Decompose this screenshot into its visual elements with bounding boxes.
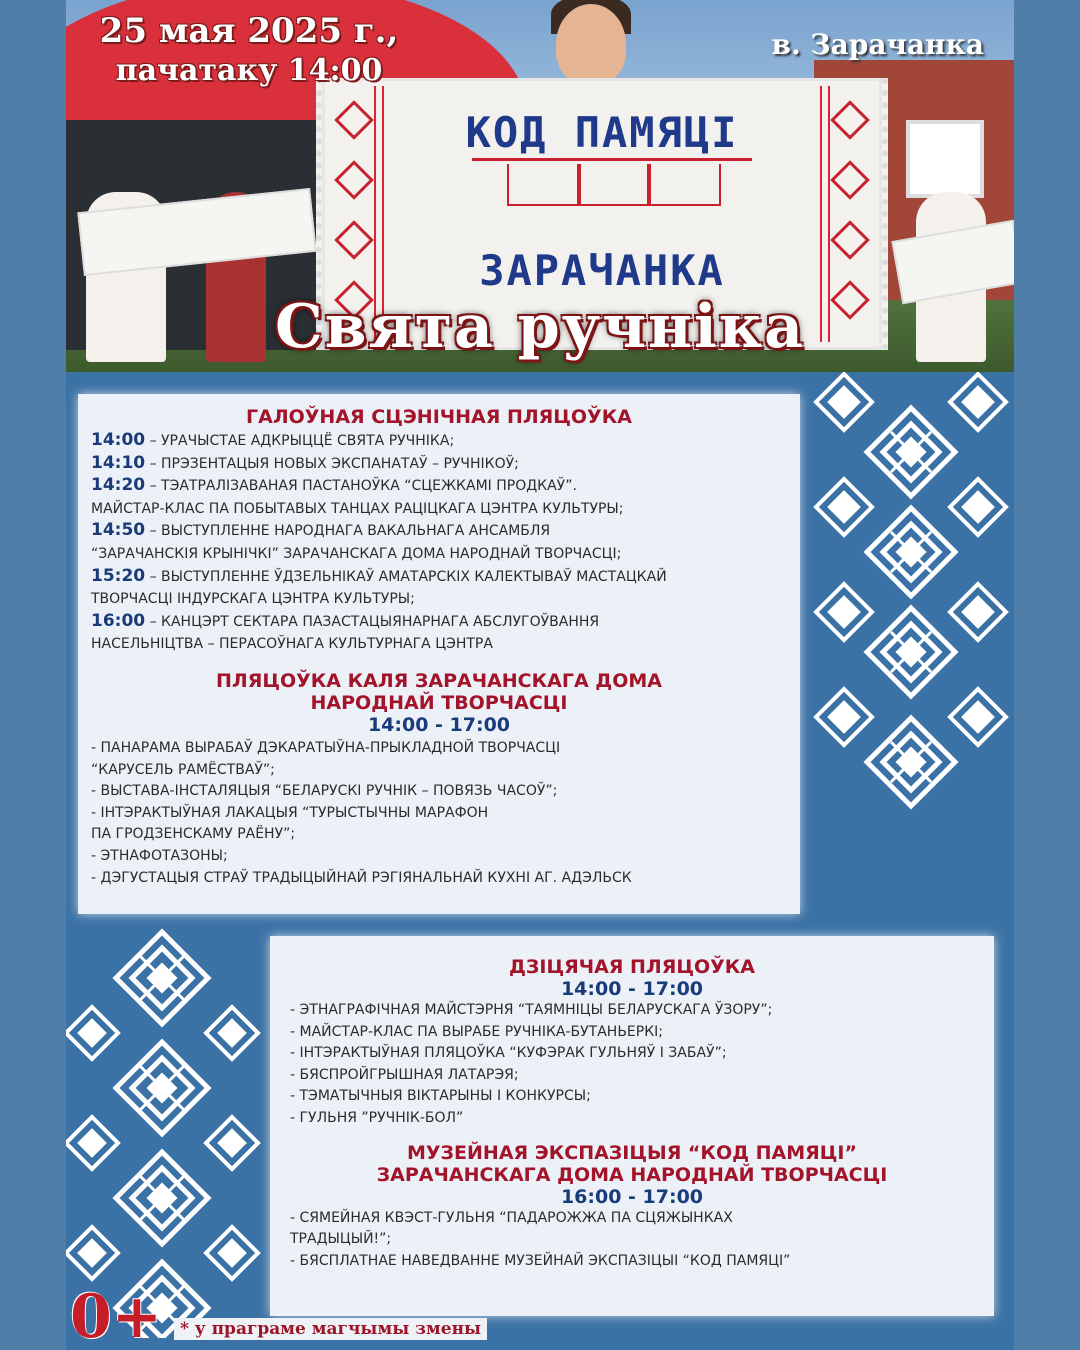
towel-underline xyxy=(472,158,752,161)
schedule-item: 14:00 – УРАЧЫСТАЕ АДКРЫЦЦЁ СВЯТА РУЧНІКА; xyxy=(91,430,455,450)
house-area-time: 14:00 - 17:00 xyxy=(367,713,511,736)
list-item: - ІНТЭРАКТЫЎНАЯ ЛАКАЦЫЯ “ТУРЫСТЫЧНЫ МАРАФОН xyxy=(91,804,489,821)
list-item: - ГУЛЬНЯ ”РУЧНІК-БОЛ” xyxy=(290,1109,464,1126)
list-item: - МАЙСТАР-КЛАС ПА ВЫРАБЕ РУЧНІКА-БУТАНЬЕРКІ; xyxy=(290,1023,663,1040)
kids-area-list xyxy=(270,1000,994,1130)
list-item: - ПАНАРАМА ВЫРАБАЎ ДЭКАРАТЫЎНА-ПРЫКЛАДНОЙ ТВОРЧАСЦІ xyxy=(91,739,561,756)
list-item: - БЯСПРОЙГРЫШНАЯ ЛАТАРЭЯ; xyxy=(290,1066,519,1083)
towel-title-1: КОД ПАМЯЦІ xyxy=(465,108,739,157)
museum-title-1: МУЗЕЙНАЯ ЭКСПАЗІЦЫЯ “КОД ПАМЯЦІ” xyxy=(407,1141,857,1164)
schedule-item: 14:10 – ПРЭЗЕНТАЦЫЯ НОВЫХ ЭКСПАНАТАЎ – РУЧНІКОЎ; xyxy=(91,452,519,473)
poster xyxy=(66,0,1014,1350)
header-photo xyxy=(66,0,1014,372)
schedule-item: 16:00 – КАНЦЭРТ СЕКТАРА ПАЗАСТАЦЫЯНАРНАГА АБСЛУГОЎВАННЯ xyxy=(91,610,600,631)
list-item: ТРАДЫЦЫЙ!”; xyxy=(290,1231,392,1248)
village-name: в. Зарачанка xyxy=(771,28,984,61)
house-area-title-1: ПЛЯЦОЎКА КАЛЯ ЗАРАЧАНСКАГА ДОМА xyxy=(216,669,662,692)
schedule-item: НАСЕЛЬНІЦТВА – ПЕРАСОЎНАГА КУЛЬТУРНАГА ЦЭНТРА xyxy=(91,636,493,653)
list-item: - ІНТЭРАКТЫЎНАЯ ПЛЯЦОЎКА “КУФЭРАК ГУЛЬНЯЎ І ЗАБАЎ”; xyxy=(290,1045,727,1062)
program-panel-2 xyxy=(270,936,994,1316)
ornament-right-icon xyxy=(808,372,1014,852)
list-item: - ТЭМАТЫЧНЫЯ ВІКТАРЫНЫ І КОНКУРСЫ; xyxy=(290,1088,591,1105)
embroidery xyxy=(647,164,721,206)
schedule-item: МАЙСТАР-КЛАС ПА ПОБЫТАВЫХ ТАНЦАХ РАЦІЦКАГА ЦЭНТРА КУЛЬТУРЫ; xyxy=(91,500,624,517)
towel-title-2: ЗАРАЧАНКА xyxy=(479,246,725,295)
embroidery xyxy=(507,164,581,206)
list-item: - ЭТНАГРАФІЧНАЯ МАЙСТЭРНЯ “ТАЯМНІЦЫ БЕЛАРУСКАГА ЎЗОРУ”; xyxy=(290,1002,773,1018)
program-note: * у праграме магчымы змены xyxy=(174,1318,487,1340)
list-item: - СЯМЕЙНАЯ КВЭСТ-ГУЛЬНЯ “ПАДАРОЖЖА ПА СЦЯЖЫНКАХ xyxy=(290,1209,733,1226)
festival-title: Свята ручніка xyxy=(275,292,805,362)
house-area-list xyxy=(78,738,800,889)
schedule-item: “ЗАРАЧАНСКІЯ КРЫНІЧКІ” ЗАРАЧАНСКАГА ДОМА НАРОДНАЙ ТВОРЧАСЦІ; xyxy=(91,545,622,562)
event-date: 25 мая 2025 г., xyxy=(99,11,399,51)
woman-face xyxy=(556,4,626,84)
event-start: пачатаку 14:00 xyxy=(115,53,383,88)
museum-time: 16:00 - 17:00 xyxy=(560,1185,704,1208)
ornament-left-icon xyxy=(66,918,266,1338)
schedule-item: ТВОРЧАСЦІ ІНДУРСКАГА ЦЭНТРА КУЛЬТУРЫ; xyxy=(91,591,415,608)
schedule-item: 14:20 – ТЭАТРАЛІЗАВАНАЯ ПАСТАНОЎКА “СЦЕЖКАМІ ПРОДКАЎ”. xyxy=(91,475,577,496)
house-area-title-2: НАРОДНАЙ ТВОРЧАСЦІ xyxy=(310,691,568,714)
list-item: - ДЭГУСТАЦЫЯ СТРАЎ ТРАДЫЦЫЙНАЙ РЭГІЯНАЛЬНАЙ КУХНІ АГ. АДЭЛЬСК xyxy=(91,869,632,886)
date-block xyxy=(84,10,414,90)
main-stage-title: ГАЛОЎНАЯ СЦЭНІЧНАЯ ПЛЯЦОЎКА xyxy=(246,406,632,428)
list-item: - ЭТНАФОТАЗОНЫ; xyxy=(91,847,228,864)
schedule-item: 15:20 – ВЫСТУПЛЕННЕ ЎДЗЕЛЬНІКАЎ АМАТАРСКІХ КАЛЕКТЫВАЎ МАСТАЦКАЙ xyxy=(91,565,667,586)
age-rating: 0+ xyxy=(70,1282,163,1350)
museum-title-2: ЗАРАЧАНСКАГА ДОМА НАРОДНАЙ ТВОРЧАСЦІ xyxy=(376,1163,888,1186)
embroidery xyxy=(577,164,651,206)
list-item: - БЯСПЛАТНАЕ НАВЕДВАННЕ МУЗЕЙНАЙ ЭКСПАЗІЦЫІ “КОД ПАМЯЦІ” xyxy=(290,1252,791,1269)
list-item: ПА ГРОДЗЕНСКАМУ РАЁНУ”; xyxy=(91,826,296,843)
kids-area-title: ДЗІЦЯЧАЯ ПЛЯЦОЎКА xyxy=(508,956,756,978)
list-item: - ВЫСТАВА-ІНСТАЛЯЦЫЯ “БЕЛАРУСКІ РУЧНІК – ПОВЯЗЬ ЧАСОЎ”; xyxy=(91,783,558,800)
schedule-item: 14:50 – ВЫСТУПЛЕННЕ НАРОДНАГА ВАКАЛЬНАГА АНСАМБЛЯ xyxy=(91,520,551,541)
program-panel-1 xyxy=(78,394,800,914)
museum-list xyxy=(270,1208,994,1273)
list-item: “КАРУСЕЛЬ РАМЁСТВАЎ”; xyxy=(91,761,275,778)
kids-area-time: 14:00 - 17:00 xyxy=(560,978,704,1000)
main-stage-list xyxy=(78,430,800,656)
